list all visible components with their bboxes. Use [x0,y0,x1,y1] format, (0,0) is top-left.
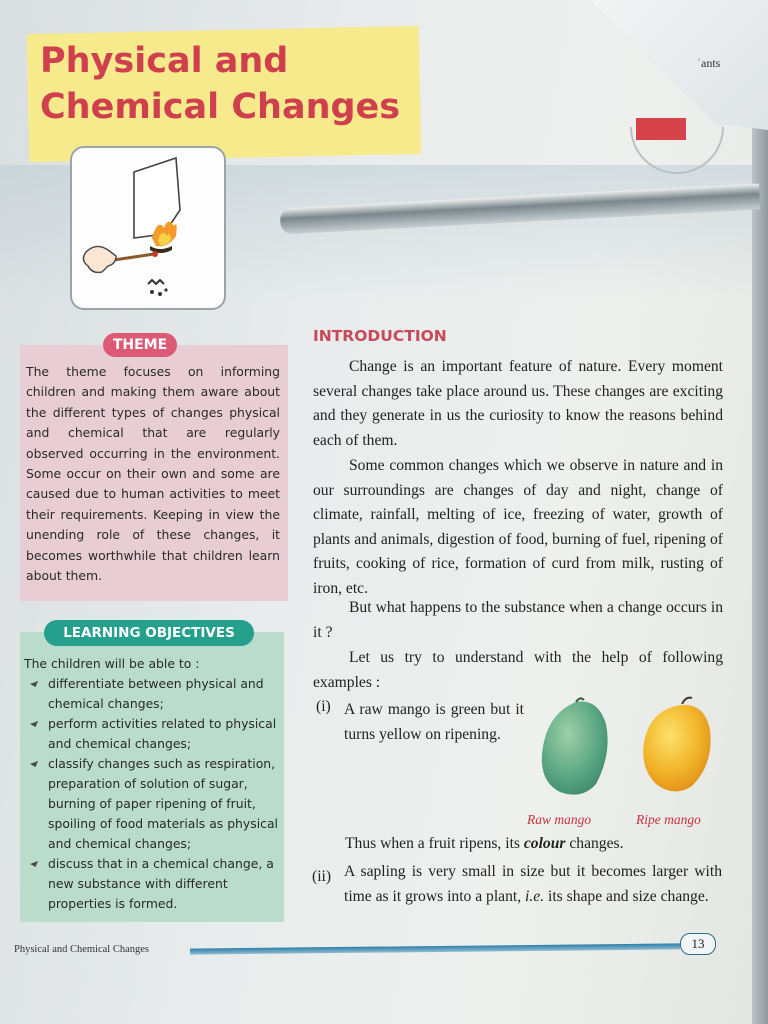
objective-item: differentiate between physical and chemical changes; [24,674,280,714]
objectives-list [24,674,280,914]
example-2-text [344,860,722,909]
objective-item: perform activities related to physical and chemical changes; [24,714,280,754]
ie-emphasis: i.e. [525,887,545,905]
burning-paper-illustration [70,146,226,310]
example-2-end: its shape and size change. [544,887,709,905]
learning-objectives-label: LEARNING OBJECTIVES [44,620,254,646]
colour-emphasis: colour [523,835,566,852]
intro-paragraph-2: Some common changes which we observe in nature and in our surroundings are changes of day and night, change of climate, rainfall, melting of ice, freezing of water, growth of plants and animals, digestion of food, burning of fuel, ripening of fruits, cooking of rice, formation of curd from milk, rusting of iron, etc. [313,457,723,597]
intro-paragraph-5 [345,832,725,857]
example-2-start: A sapling is very small in size but it becomes larger with time as it grows into a plant, [344,863,722,905]
example-1-number: (i) [316,698,331,715]
paragraph-5-end: changes. [565,835,624,852]
intro-paragraph-1: Change is an important feature of nature. Every moment several changes take place around us. These changes are exciting and they generate in us the curiosity to know the reasons behind each of them. [313,358,723,449]
theme-text: The theme focuses on informing children and making them aware about the different types of changes physical and chemical that are regularly observed occurring in the environment. Some occur on their own and some are caused due to human activities to meet their requirements. Keeping in view the unending role of these changes, it becomes worthwhile that children learn about them. [26,364,280,584]
intro-paragraph-4: Let us try to understand with the help of following examples : [313,649,723,691]
mango-illustration [536,694,736,804]
decorative-red-block [636,118,686,140]
title-line-1: Physical and [40,41,289,81]
example-1-text: A raw mango is green but it turns yellow on ripening. [344,701,524,743]
page-edge [752,0,768,1024]
theme-label: THEME [103,333,177,357]
raw-mango-caption: Raw mango [527,812,592,827]
burning-paper-icon [72,148,224,308]
chapter-title [40,38,400,130]
intro-paragraph-3: But what happens to the substance when a change occurs in it ? [313,599,723,641]
ripe-mango-icon [643,698,710,792]
objective-item: classify changes such as respiration, preparation of solution of sugar, burning of paper ripening of fruit, spoiling of food materials as physical and chemical changes; [24,754,280,854]
corner-text: ˈants [697,56,721,70]
paragraph-5-start: Thus when a fruit ripens, its [345,835,524,852]
title-line-2: Chemical Changes [40,87,401,127]
objectives-intro: The children will be able to : [24,656,200,671]
raw-mango-icon [542,698,608,794]
learning-objectives-text [24,654,280,914]
ripe-mango-caption: Ripe mango [636,812,701,827]
introduction-heading: INTRODUCTION [313,327,447,345]
page-number: 13 [680,933,716,955]
footer-chapter-name: Physical and Chemical Changes [14,944,150,955]
example-2-number: (ii) [312,868,332,885]
objective-item: discuss that in a chemical change, a new substance with different properties is formed. [24,854,280,914]
